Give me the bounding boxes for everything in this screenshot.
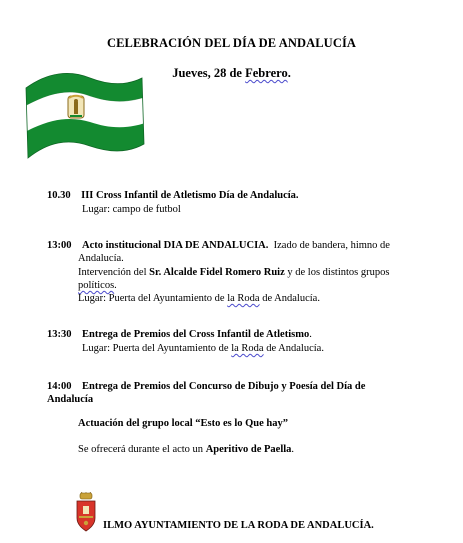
event-location — [82, 343, 324, 354]
event-description-cont: Andalucía. — [78, 253, 124, 264]
event-offer — [78, 444, 294, 455]
andalusia-flag-image — [18, 66, 148, 166]
event-row-1 — [47, 190, 299, 201]
date-prefix: Jueves, 28 de — [172, 66, 246, 80]
event-title: Acto institucional DIA DE ANDALUCIA. — [82, 240, 269, 251]
event-row-2 — [47, 240, 390, 251]
event-speech — [78, 267, 389, 278]
event-title: Entrega de Premios del Concurso de Dibujo — [82, 381, 279, 392]
offer-prefix: Se ofrecerá durante el acto un — [78, 444, 206, 455]
event-description: Izado de bandera, himno de — [273, 240, 390, 251]
speech-mayor: Sr. Alcalde Fidel Romero Ruiz — [149, 267, 285, 278]
location-town: la Roda — [231, 343, 264, 354]
event-row-3 — [47, 329, 312, 340]
event-title-punct: . — [309, 329, 312, 340]
event-time: 14:00 — [47, 381, 72, 392]
town-crest-image — [74, 492, 98, 532]
speech-suffix: y de los distintos grupos — [284, 267, 390, 278]
location-town: la Roda — [227, 293, 260, 304]
event-location: Lugar: campo de futbol — [82, 204, 181, 215]
location-suffix: de Andalucía. — [263, 343, 324, 354]
event-time: 13:00 — [47, 240, 72, 251]
speech-end: políticos — [78, 280, 115, 291]
event-location — [78, 293, 320, 304]
footer-text: ILMO AYUNTAMIENTO DE LA RODA DE ANDALUCÍA. — [103, 520, 374, 531]
offer-suffix: . — [291, 444, 295, 455]
event-time: 10.30 — [47, 190, 71, 201]
event-title-end: Andalucía — [47, 394, 94, 405]
speech-end-punct: . — [114, 280, 117, 291]
event-title: III Cross Infantil de Atletismo Día de Andalucía. — [81, 190, 299, 201]
date-month: Febrero — [245, 66, 288, 80]
location-suffix: de Andalucía. — [259, 293, 320, 304]
date-suffix: . — [287, 66, 291, 80]
event-time: 13:30 — [47, 329, 72, 340]
event-performance: Actuación del grupo local “Esto es lo Que hay” — [78, 418, 289, 429]
event-title-cont: y Poesía del Día de — [278, 381, 366, 392]
event-title: Entrega de Premios del Cross Infantil de Atletismo — [82, 329, 310, 340]
location-prefix: Lugar: Puerta del Ayuntamiento de — [82, 343, 232, 354]
event-speech-cont — [78, 280, 117, 291]
event-row-4 — [47, 381, 365, 392]
offer-paella: Aperitivo de Paella — [205, 444, 292, 455]
page-title: CELEBRACIÓN DEL DÍA DE ANDALUCÍA — [106, 36, 357, 50]
speech-prefix: Intervención del — [78, 267, 150, 278]
location-prefix: Lugar: Puerta del Ayuntamiento de — [78, 293, 228, 304]
